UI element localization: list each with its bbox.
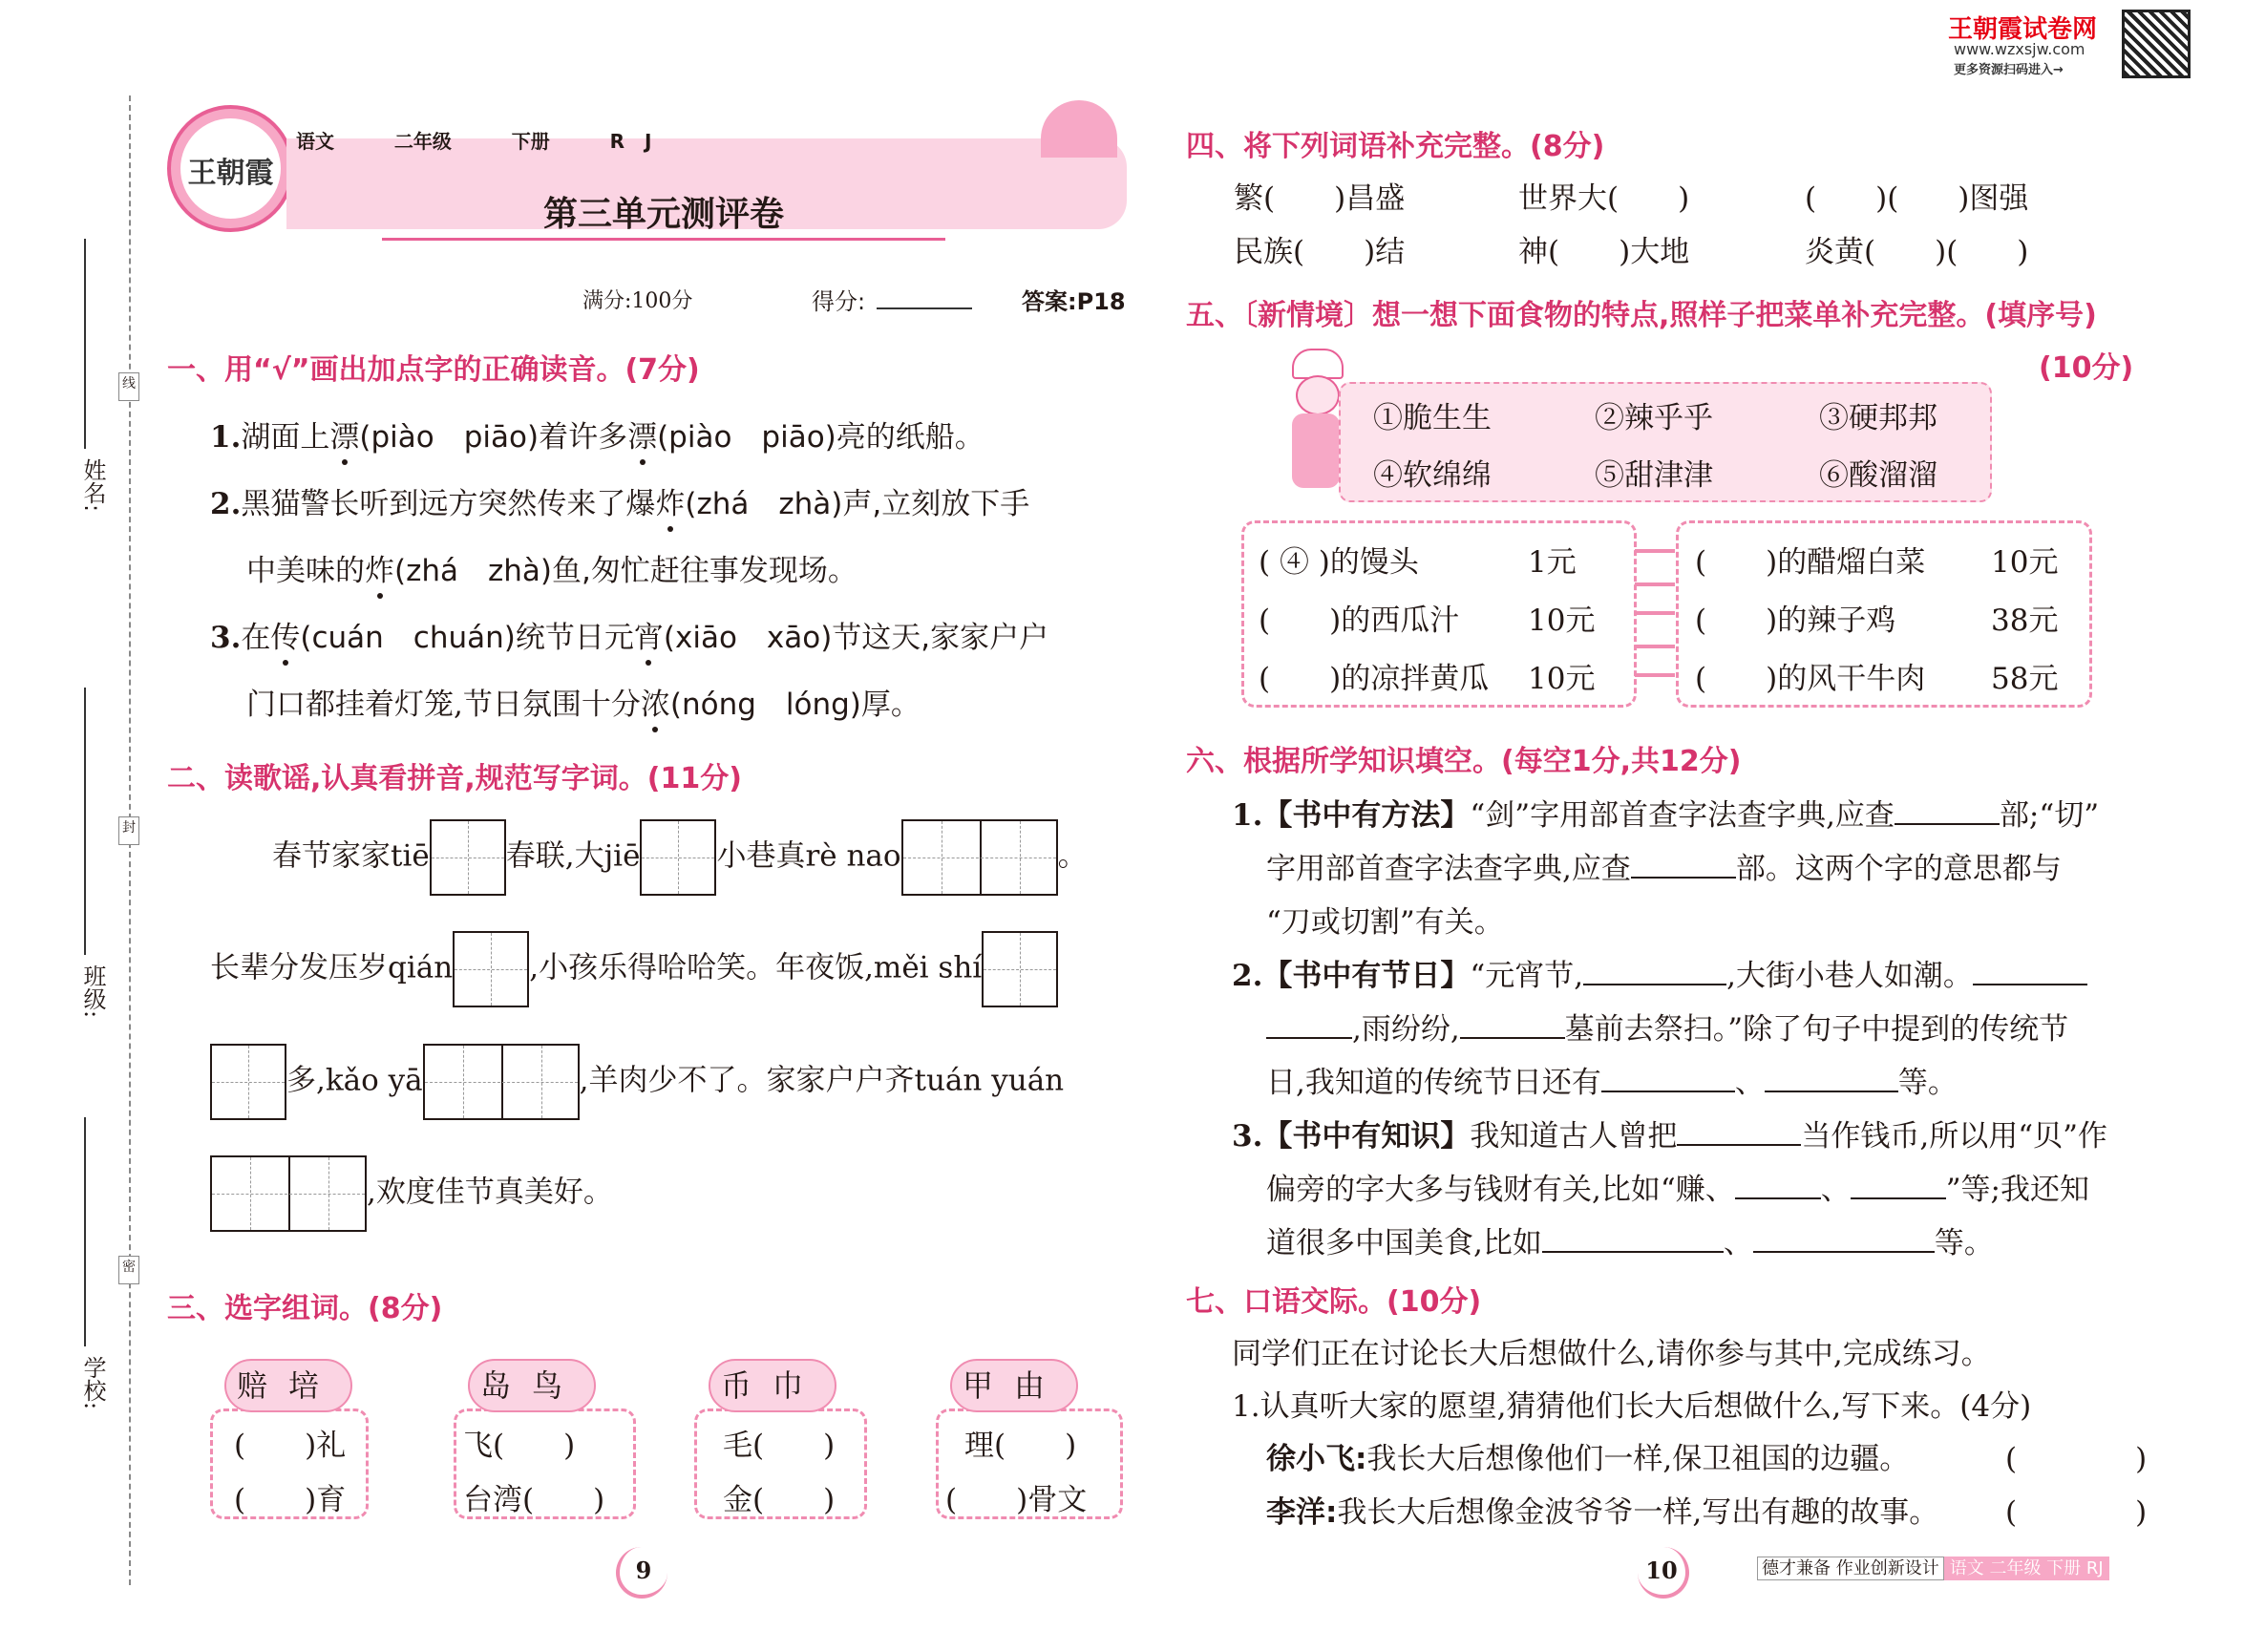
s3-g3-r2[interactable]: 金( ) <box>723 1483 836 1517</box>
s1-q2b: 中美味的炸(zhá zhà)鱼,匆忙赶往事发现场。 <box>246 546 857 589</box>
menu-right-row[interactable]: ( )的风干牛肉 <box>1695 662 1926 696</box>
s5-option-2: ②辣乎乎 <box>1595 401 1713 435</box>
s2-line4: ,欢度佳节真美好。 <box>210 1155 613 1232</box>
blank[interactable] <box>1677 1117 1801 1146</box>
menu-left-price: 10元 <box>1528 662 1596 696</box>
s3-g2-r2[interactable]: 台湾( ) <box>463 1483 605 1517</box>
score-field[interactable] <box>877 307 972 309</box>
menu-right-row[interactable]: ( )的醋熘白菜 <box>1695 545 1926 580</box>
blank[interactable] <box>1601 1064 1735 1092</box>
menu-left-row[interactable]: ( ④ )的馒头 <box>1259 545 1419 580</box>
brand-url: www.wzxsjw.com <box>1954 40 2085 58</box>
binder-ring <box>1635 549 1675 553</box>
page-title: 第三单元测评卷 <box>382 187 945 241</box>
s6-q3b: 偏旁的字大多与钱财有关,比如“赚、 、 ”等;我还知 <box>1266 1173 2089 1207</box>
brand-slogan: 更多资源扫码进入→ <box>1954 63 2064 77</box>
s6-q1c: “刀或切割”有关。 <box>1266 905 1504 940</box>
s7-q1: 1.认真听大家的愿望,猜猜他们长大后想做什么,写下来。(4分) <box>1232 1389 2032 1424</box>
binding-mark-seal: 封 <box>118 816 139 845</box>
logo-text: 王朝霞 <box>187 157 274 190</box>
volume: 下册 <box>511 130 550 153</box>
menu-right-price: 10元 <box>1991 545 2059 580</box>
menu-right-price: 38元 <box>1991 604 2059 638</box>
blank[interactable] <box>1973 957 2087 985</box>
s5-option-5: ⑤甜津津 <box>1595 458 1713 493</box>
class-field[interactable] <box>84 688 86 955</box>
s6-q3a: 3.【书中有知识】我知道古人曾把 当作钱币,所以用“贝”作 <box>1232 1119 2107 1154</box>
s6-q2a: 2.【书中有节日】“元宵节, ,大街小巷人如潮。 <box>1232 951 2087 994</box>
sun-decoration <box>1041 100 1117 158</box>
blank[interactable] <box>1735 1171 1821 1199</box>
s4-item-1[interactable]: 繁( )昌盛 <box>1234 181 1406 216</box>
s4-item-2[interactable]: 世界大( ) <box>1518 181 1690 216</box>
binding-mark-line: 线 <box>118 372 139 401</box>
page-number-right: 10 <box>1638 1547 1689 1599</box>
s3-head-1: 赔培 <box>224 1359 352 1412</box>
binder-ring <box>1635 673 1675 677</box>
blank[interactable] <box>1460 1010 1565 1039</box>
name-label: 姓名: <box>79 458 106 513</box>
blank[interactable] <box>1583 957 1726 985</box>
s3-head-4: 甲由 <box>950 1359 1078 1412</box>
s3-head-2: 岛鸟 <box>468 1359 596 1412</box>
menu-left-price: 1元 <box>1528 545 1577 580</box>
series-tag: 语文 二年级 下册 RJ <box>1944 1557 2109 1580</box>
blank[interactable] <box>1542 1224 1724 1253</box>
s4-title: 四、将下列词语补充完整。(8分) <box>1186 130 1605 163</box>
writing-box[interactable] <box>640 819 716 896</box>
s3-g1-r2[interactable]: ( )育 <box>234 1483 347 1517</box>
s1-q3b: 门口都挂着灯笼,节日氛围十分浓(nóng lóng)厚。 <box>246 680 921 723</box>
s5-option-6: ⑥酸溜溜 <box>1819 458 1937 493</box>
s3-g1-r1[interactable]: ( )礼 <box>234 1429 347 1463</box>
s2-line1: 春节家家tiē 春联,大jiē 小巷真rè nao 。 <box>272 819 1088 896</box>
s2-title: 二、读歌谣,认真看拼音,规范写字词。(11分) <box>167 762 742 795</box>
class-label: 班级: <box>79 964 106 1019</box>
chef-icon <box>1284 349 1346 492</box>
s1-q2a: 2.黑猫警长听到远方突然传来了爆炸(zhá zhà)声,立刻放下手 <box>210 479 1029 522</box>
writing-box[interactable] <box>210 1044 286 1120</box>
blank[interactable] <box>1851 1171 1946 1199</box>
s7-person-2: 李洋:我长大后想像金波爷爷一样,写出有趣的故事。 <box>1266 1495 1939 1530</box>
s5-option-1: ①脆生生 <box>1373 401 1492 435</box>
s4-item-6[interactable]: 炎黄( )( ) <box>1805 235 2029 269</box>
full-score: 满分:100分 <box>582 289 693 313</box>
menu-left-price: 10元 <box>1528 604 1596 638</box>
series-name: 德才兼备 作业创新设计 <box>1757 1557 1944 1580</box>
school-field[interactable] <box>84 1117 86 1346</box>
page-number-left: 9 <box>616 1547 667 1599</box>
logo-badge <box>167 105 294 232</box>
s6-title: 六、根据所学知识填空。(每空1分,共12分) <box>1186 745 1742 778</box>
writing-box-double[interactable] <box>210 1155 367 1232</box>
qr-code-icon[interactable] <box>2122 10 2191 78</box>
s5-title: 五、〔新情境〕想一想下面食物的特点,照样子把菜单补充完整。(填序号) <box>1186 299 2097 332</box>
course-info <box>296 126 651 154</box>
s1-q3a: 3.在传(cuán chuán)统节日元宵(xiāo xāo)节这天,家家户户 <box>210 613 1048 656</box>
s6-q1b: 字用部首查字法查字典,应查 部。这两个字的意思都与 <box>1266 852 2062 886</box>
s5-score: (10分) <box>2039 351 2134 385</box>
s3-head-3: 币巾 <box>709 1359 836 1412</box>
writing-box[interactable] <box>430 819 506 896</box>
s3-title: 三、选字组词。(8分) <box>167 1292 443 1325</box>
blank[interactable] <box>1895 796 2000 825</box>
s2-line3: 多,kǎo yā ,羊肉少不了。家家户户齐tuán yuán <box>210 1044 1064 1120</box>
menu-right-price: 58元 <box>1991 662 2059 696</box>
s6-q1a: 1.【书中有方法】“剑”字用部首查字法查字典,应查 部;“切” <box>1232 798 2100 833</box>
s3-g4-r1[interactable]: 理( ) <box>964 1429 1077 1463</box>
binding-mark-closed: 密 <box>118 1256 139 1284</box>
s3-g4-r2[interactable]: ( )骨文 <box>945 1483 1088 1517</box>
binder-ring <box>1635 645 1675 648</box>
school-label: 学校: <box>79 1356 106 1410</box>
s1-q1: 1.湖面上漂(piào piāo)着许多漂(piào piāo)亮的纸船。 <box>210 413 984 455</box>
grade: 二年级 <box>393 130 452 153</box>
writing-box[interactable] <box>982 931 1058 1007</box>
s4-item-4[interactable]: 民族( )结 <box>1234 235 1406 269</box>
s1-title: 一、用“√”画出加点字的正确读音。(7分) <box>167 353 700 387</box>
s4-item-5[interactable]: 神( )大地 <box>1518 235 1690 269</box>
writing-box[interactable] <box>453 931 529 1007</box>
score-label: 得分: <box>812 288 866 315</box>
s3-g3-r1[interactable]: 毛( ) <box>723 1429 836 1463</box>
menu-right-row[interactable]: ( )的辣子鸡 <box>1695 604 1896 638</box>
series-footer <box>1757 1555 2109 1579</box>
writing-box-double[interactable] <box>901 819 1058 896</box>
s4-item-3[interactable]: ( )( )图强 <box>1805 181 2029 216</box>
s5-option-4: ④软绵绵 <box>1373 458 1492 493</box>
brand-name: 王朝霞试卷网 <box>1948 15 2098 44</box>
s7-answer-2[interactable]: ( ) <box>2005 1495 2148 1530</box>
subject: 语文 <box>296 130 334 153</box>
s7-intro: 同学们正在讨论长大后想做什么,请你参与其中,完成练习。 <box>1232 1337 1991 1371</box>
binder-ring <box>1635 611 1675 615</box>
answer-ref: 答案:P18 <box>1022 288 1126 315</box>
s7-title: 七、口语交际。(10分) <box>1186 1285 1482 1319</box>
s6-q2c: 日,我知道的传统节日还有 、 等。 <box>1266 1066 1958 1100</box>
s3-g2-r1[interactable]: 飞( ) <box>463 1429 576 1463</box>
menu-left-row[interactable]: ( )的凉拌黄瓜 <box>1259 662 1490 696</box>
s5-option-3: ③硬邦邦 <box>1819 401 1937 435</box>
binder-ring <box>1635 582 1675 586</box>
s7-person-1: 徐小飞:我长大后想像他们一样,保卫祖国的边疆。 <box>1266 1442 1910 1476</box>
s2-line2: 长辈分发压岁qián ,小孩乐得哈哈笑。年夜饭,měi shí <box>210 931 1058 1007</box>
blank[interactable] <box>1266 1010 1352 1039</box>
name-field[interactable] <box>84 239 86 449</box>
writing-box-double[interactable] <box>423 1044 580 1120</box>
s7-answer-1[interactable]: ( ) <box>2005 1442 2148 1476</box>
blank[interactable] <box>1631 850 1736 879</box>
menu-left-row[interactable]: ( )的西瓜汁 <box>1259 604 1460 638</box>
blank[interactable] <box>1765 1064 1898 1092</box>
edition: R J <box>609 130 652 153</box>
s6-q3c: 道很多中国美食,比如 、 等。 <box>1266 1226 1994 1260</box>
s6-q2b: ,雨纷纷, 墓前去祭扫。”除了句子中提到的传统节 <box>1266 1005 2068 1048</box>
blank[interactable] <box>1753 1224 1935 1253</box>
